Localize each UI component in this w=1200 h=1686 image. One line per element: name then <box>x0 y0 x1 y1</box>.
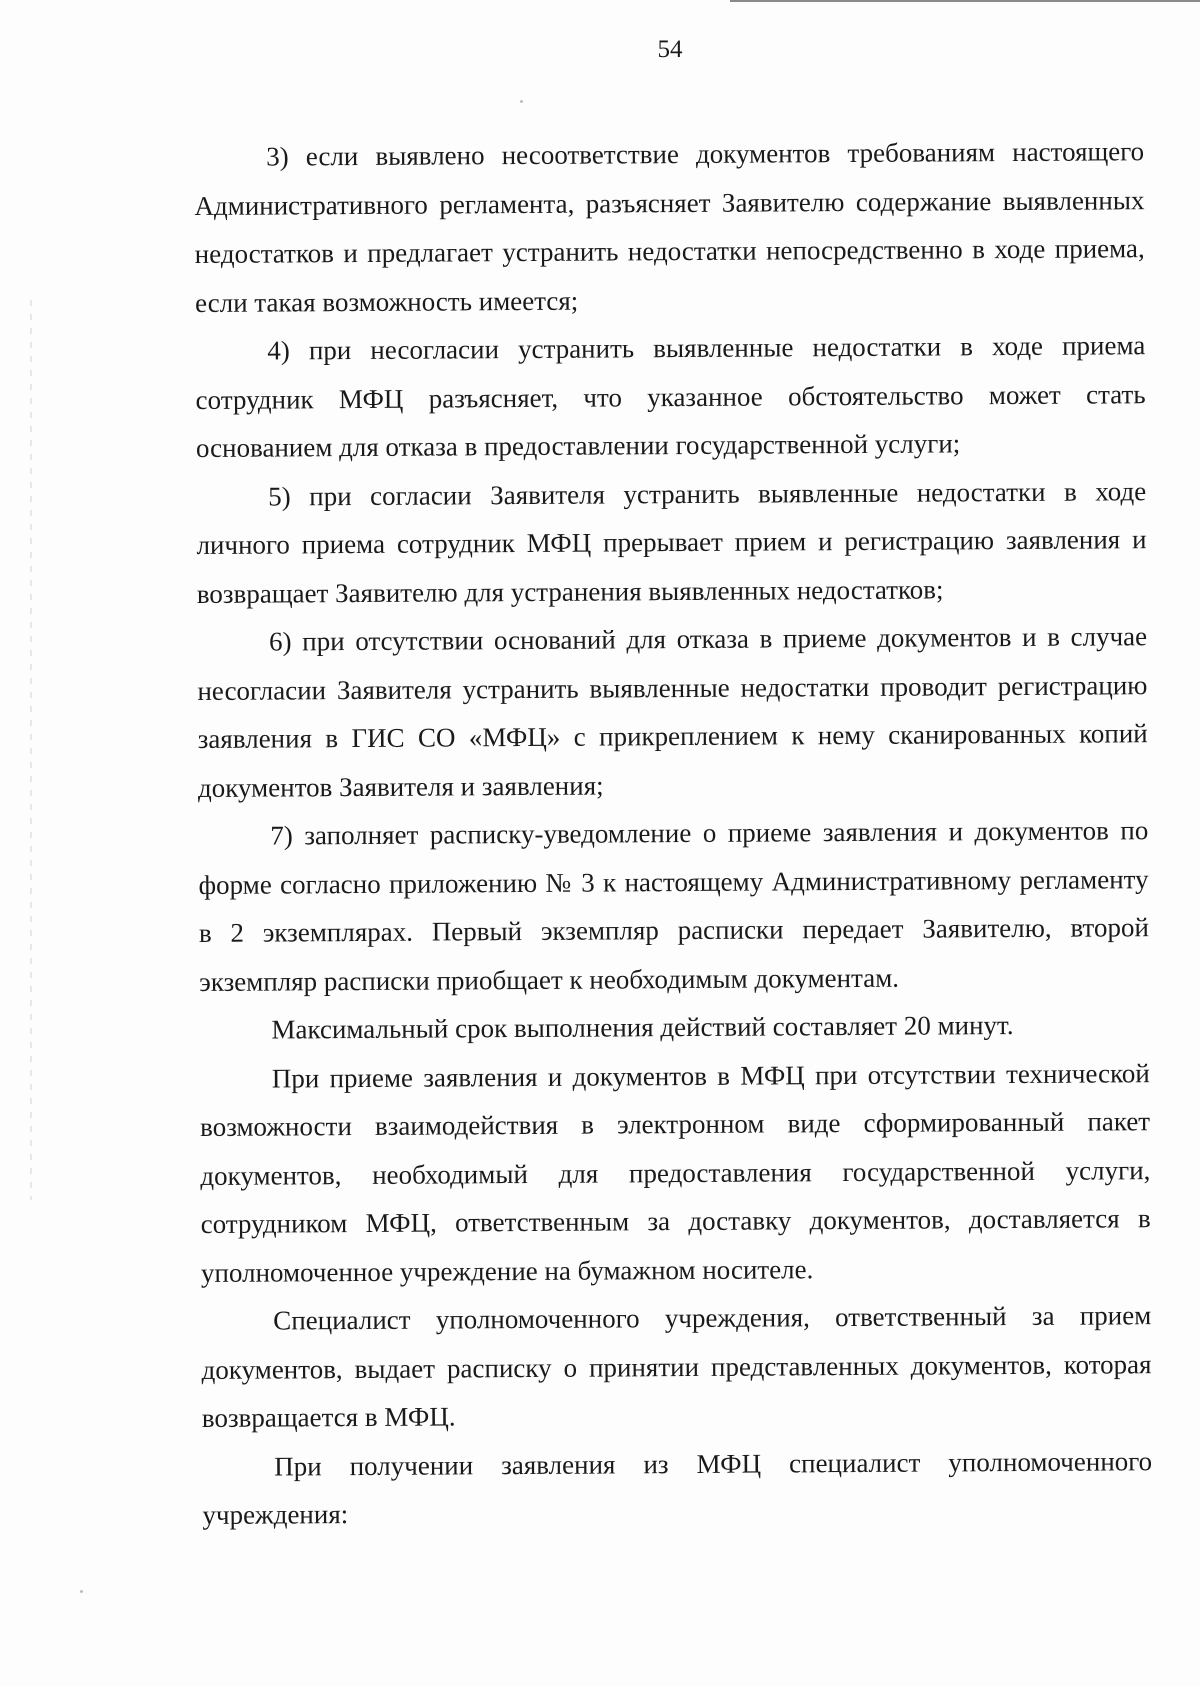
paragraph-item-3: 3) если выявлено несоответствие документов требованиям настоящего Административного регламента, разъясняет Заявителю содержание выявленных недостатков и предлагает устранить недостатки непосредственно в ходе приема, если такая возможность имеется; <box>194 136 1145 318</box>
scan-speck <box>80 1590 83 1593</box>
paragraph-time-limit: Максимальный срок выполнения действий составляет 20 минут. <box>271 1010 1014 1045</box>
document-body <box>194 127 1153 1539</box>
paragraph-item-6: 6) при отсутствии оснований для отказа в приеме документов и в случае несогласии Заявителя устранить выявленные недостатки проводит регистрацию заявления в ГИС СО «МФЦ» с прикреплением к нему сканированных копий документов Заявителя и заявления; <box>197 621 1148 803</box>
paragraph-item-5: 5) при согласии Заявителя устранить выявленные недостатки в ходе личного приема сотрудник МФЦ прерывает прием и регистрацию заявления и возвращает Заявителю для устранения выявленных недостатков; <box>196 475 1147 609</box>
paragraph-specialist: При получении заявления из МФЦ специалист уполномоченного учреждения: <box>202 1445 1153 1530</box>
paragraph-item-4: 4) при несогласии устранить выявленные недостатки в ходе приема сотрудник МФЦ разъясняет, что указанное обстоятельство может стать основанием для отказа в предоставлении государственной услуги; <box>195 330 1146 463</box>
scan-speck <box>520 100 523 103</box>
paragraph-receipt: Специалист уполномоченного учреждения, ответственный за прием документов, выдает расписку о принятии представленных документов, которая возвращается в МФЦ. <box>201 1300 1152 1433</box>
paragraph-item-7: 7) заполняет расписку-уведомление о приеме заявления и документов по форме согласно приложению № 3 к настоящему Административному регламенту в 2 экземплярах. Первый экземпляр расписки передает Заявителю, второй экземпляр расписки приобщает к необходимым документам. <box>198 815 1149 997</box>
page-number: 54 <box>657 36 683 63</box>
paragraph-paper-delivery: При приеме заявления и документов в МФЦ при отсутствии технической возможности взаимодействия в электронном виде сформированный пакет документов, необходимый для предоставления государственной услуги, сотрудником МФЦ, ответственным за доставку документов, доставляется в уполномоченное учреждение на бумажном носителе. <box>199 1057 1151 1288</box>
scan-edge-artifact <box>30 300 32 1200</box>
scan-edge-line <box>730 0 1200 2</box>
